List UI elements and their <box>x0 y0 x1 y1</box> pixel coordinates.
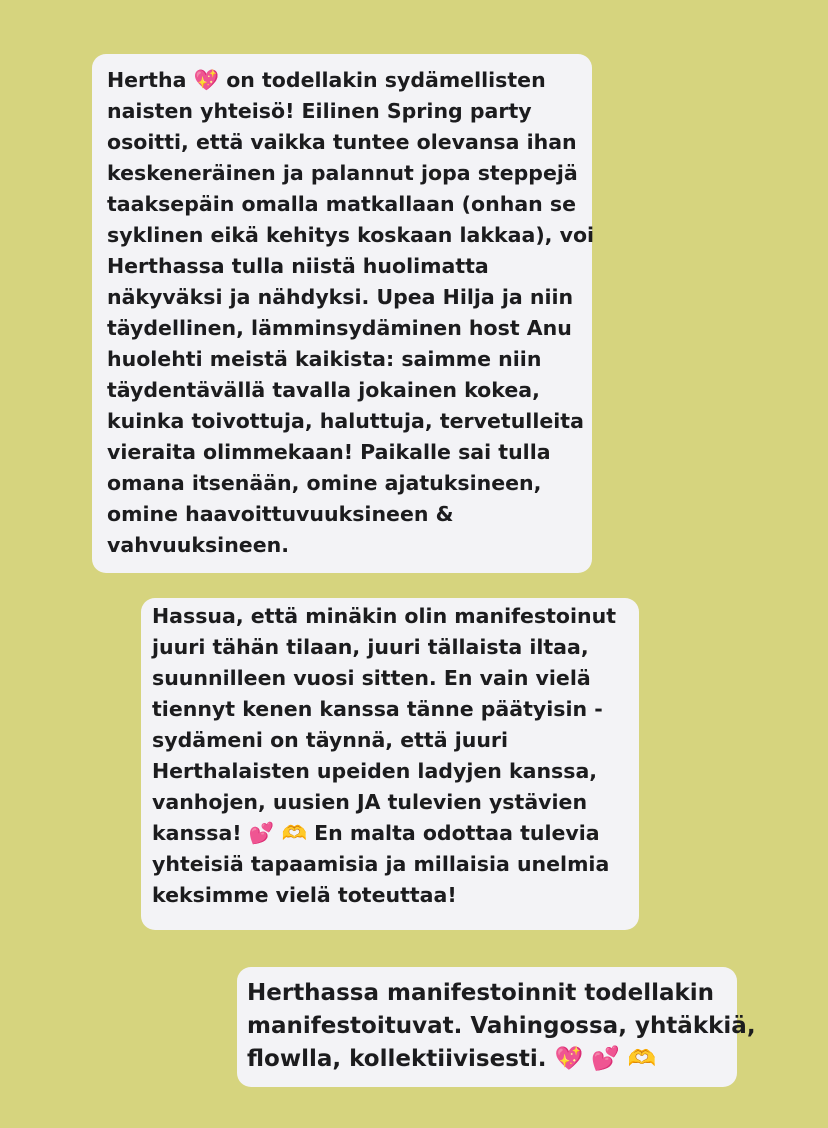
message-line: Herthalaisten upeiden ladyjen kanssa, <box>152 759 598 783</box>
message-line: flowlla, kollektiivisesti. 💖 💕 🫶 <box>247 1046 657 1072</box>
message-line: syklinen eikä kehitys koskaan lakkaa), voi <box>107 223 595 247</box>
message-line: osoitti, että vaikka tuntee olevansa ihan <box>107 130 577 154</box>
message-line: Hertha 💖 on todellakin sydämellisten <box>107 68 546 92</box>
message-line: Hassua, että minäkin olin manifestoinut <box>152 604 617 628</box>
message-line: keksimme vielä toteuttaa! <box>152 883 457 907</box>
message-line: kuinka toivottuja, haluttuja, tervetulleita <box>107 409 584 433</box>
message-line: täydentävällä tavalla jokainen kokea, <box>107 378 540 402</box>
message-bubble-2[interactable] <box>141 598 639 930</box>
message-line: naisten yhteisö! Eilinen Spring party <box>107 99 532 123</box>
message-line: juuri tähän tilaan, juuri tällaista iltaa, <box>152 635 589 659</box>
message-line: Herthassa tulla niistä huolimatta <box>107 254 489 278</box>
message-line: sydämeni on täynnä, että juuri <box>152 728 509 752</box>
message-line: vahvuuksineen. <box>107 533 289 557</box>
message-bubble-1[interactable] <box>92 54 595 573</box>
message-line: omine haavoittuvuuksineen & <box>107 502 454 526</box>
message-line: keskeneräinen ja palannut jopa steppejä <box>107 161 578 185</box>
message-line: tiennyt kenen kanssa tänne päätyisin - <box>152 697 603 721</box>
message-line: vieraita olimmekaan! Paikalle sai tulla <box>107 440 551 464</box>
message-line: huolehti meistä kaikista: saimme niin <box>107 347 542 371</box>
message-line: vanhojen, uusien JA tulevien ystävien <box>152 790 588 814</box>
message-line: manifestoituvat. Vahingossa, yhtäkkiä, <box>247 1013 756 1039</box>
message-line: yhteisiä tapaamisia ja millaisia unelmia <box>152 852 610 876</box>
message-bubble-3[interactable] <box>237 967 756 1087</box>
message-line: omana itsenään, omine ajatuksineen, <box>107 471 542 495</box>
message-line: kanssa! 💕 🫶 En malta odottaa tulevia <box>152 821 600 845</box>
message-line: suunnilleen vuosi sitten. En vain vielä <box>152 666 591 690</box>
message-line: Herthassa manifestoinnit todellakin <box>247 980 715 1006</box>
message-line: näkyväksi ja nähdyksi. Upea Hilja ja niin <box>107 285 574 309</box>
message-line: taaksepäin omalla matkallaan (onhan se <box>107 192 576 216</box>
message-line: täydellinen, lämminsydäminen host Anu <box>107 316 572 340</box>
